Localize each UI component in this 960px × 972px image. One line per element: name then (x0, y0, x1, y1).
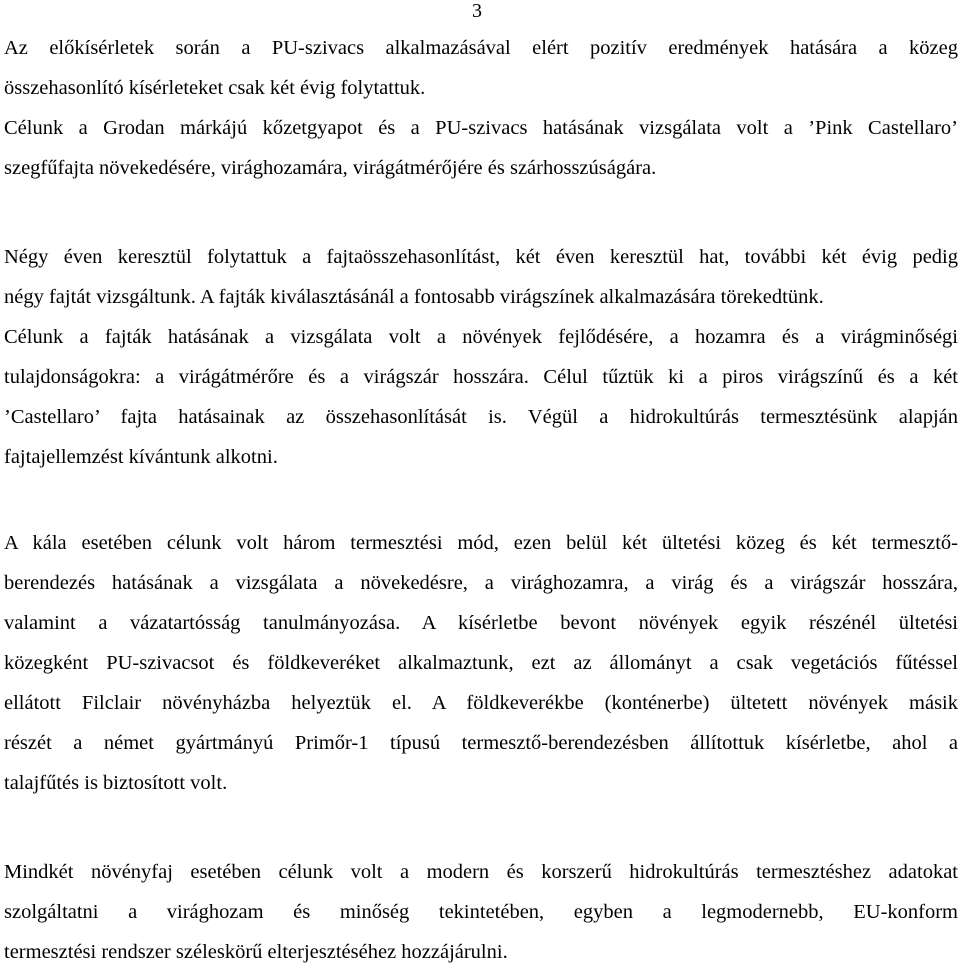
text-line: szolgáltatni a virághozam és minőség tekintetében, egyben a legmodernebb, EU-konform (4, 901, 958, 923)
text-line: berendezés hatásának a vizsgálata a növekedésre, a virághozamra, a virág és a virágszár hosszára, (4, 572, 958, 594)
text-line: közegként PU-szivacsot és földkeveréket alkalmaztunk, ezt az állományt a csak vegetációs fűtéssel (4, 652, 958, 674)
paragraph-experiment-intro (4, 28, 958, 188)
text-line: talajfűtés is biztosított volt. (4, 772, 228, 794)
text-line: Az előkísérletek során a PU-szivacs alkalmazásával elért pozitív eredmények hatására a közeg (4, 37, 958, 59)
text-line: ellátott Filclair növényházba helyeztük el. A földkeverékbe (konténerbe) ültetett növények másik (4, 692, 958, 714)
text-line: négy fajtát vizsgáltunk. A fajták kiválasztásánál a fontosabb virágszínek alkalmazására törekedtünk. (4, 286, 824, 308)
text-line: összehasonlító kísérleteket csak két évig folytattuk. (4, 77, 426, 99)
text-line: Négy éven keresztül folytattuk a fajtaösszehasonlítást, két éven keresztül hat, további két évig pedig (4, 246, 958, 268)
text-line: A kála esetében célunk volt három termesztési mód, ezen belül két ültetési közeg és két termesztő- (4, 532, 958, 554)
text-line: fajtajellemzést kívántunk alkotni. (4, 446, 278, 468)
text-line: tulajdonságokra: a virágátmérőre és a virágszár hosszára. Célul tűztük ki a piros virágszínű és a két (4, 366, 958, 388)
text-line: termesztési rendszer széleskörű elterjesztéséhez hozzájárulni. (4, 941, 508, 963)
text-line: Célunk a fajták hatásának a vizsgálata volt a növények fejlődésére, a hozamra és a virágminőségi (4, 326, 958, 348)
text-line: részét a német gyártmányú Primőr-1 típusú termesztő-berendezésben állítottuk kísérletbe, ahol a (4, 732, 958, 754)
text-line: Mindkét növényfaj esetében célunk volt a modern és korszerű hidrokultúrás termesztéshez adatokat (4, 861, 958, 883)
paragraph-overall-goal (4, 852, 958, 972)
text-line: Célunk a Grodan márkájú kőzetgyapot és a PU-szivacs hatásának vizsgálata volt a ’Pink Castellaro’ (4, 117, 958, 139)
text-line: valamint a vázatartósság tanulmányozása. A kísérletbe bevont növények egyik részénél ültetési (4, 612, 958, 634)
paragraph-variety-comparison (4, 237, 958, 477)
paragraph-calla-goals (4, 523, 958, 803)
text-line: szegfűfajta növekedésére, virághozamára, virágátmérőjére és szárhosszúságára. (4, 157, 657, 179)
page-number: 3 (472, 0, 482, 22)
text-line: ’Castellaro’ fajta hatásainak az összehasonlítását is. Végül a hidrokultúrás termesztésünk alapján (4, 406, 958, 428)
